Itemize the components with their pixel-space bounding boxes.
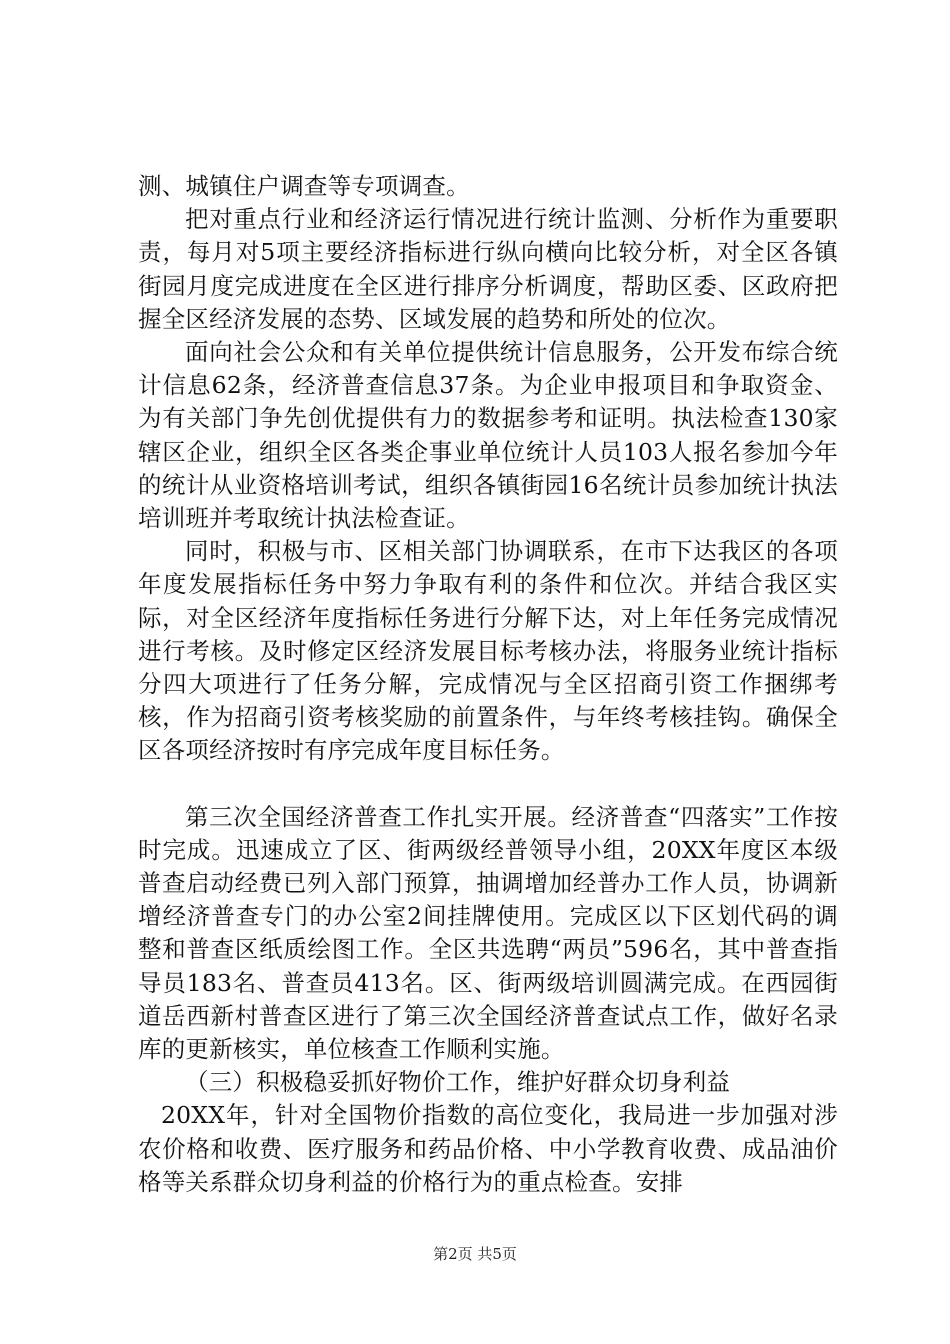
paragraph-price-inspection: 20XX年，针对全国物价指数的高位变化，我局进一步加强对涉农价格和收费、医疗服务和药品价格、中小学教育收费、成品油价格等关系群众切身利益的价格行为的重点检查。安排 [138, 1101, 838, 1196]
paragraph-continued: 测、城镇住户调查等专项调查。 [138, 172, 470, 200]
paragraph-coordination: 同时，积极与市、区相关部门协调联系，在市下达我区的各项年度发展指标任务中努力争取有利的条件和位次。并结合我区实际，对全区经济年度指标任务进行分解下达，对上年任务完成情况进行考核。及时修定区经济发展目标考核办法，将服务业统计指标分四大项进行了任务分解，完成情况与全区招商引资工作捆绑考核，作为招商引资考核奖励的前置条件，与年终考核挂钩。确保全区各项经济按时有序完成年度目标任务。 [138, 537, 838, 765]
paragraph-spacer [138, 768, 838, 801]
paragraph-info-service: 面向社会公众和有关单位提供统计信息服务，公开发布综合统计信息62条，经济普查信息37条。为企业申报项目和争取资金、为有关部门争先创优提供有力的数据参考和证明。执法检查130家辖区企业，组织全区各类企事业单位统计人员103人报名参加今年的统计从业资格培训考试，组织各镇街园16名统计员参加统计执法培训班并考取统计执法检查证。 [138, 338, 838, 533]
document-body [138, 170, 838, 1199]
page-footer: 第2页 共5页 [433, 1245, 517, 1263]
paragraph-monitoring: 把对重点行业和经济运行情况进行统计监测、分析作为重要职责，每月对5项主要经济指标进行纵向横向比较分析，对全区各镇街园月度完成进度在全区进行排序分析调度，帮助区委、区政府把握全区经济发展的态势、区域发展的趋势和所处的位次。 [138, 205, 838, 333]
paragraph-economic-census: 第三次全国经济普查工作扎实开展。经济普查“四落实”工作按时完成。迅速成立了区、街两级经普领导小组，20XX年度区本级普查启动经费已列入部门预算，抽调增加经普办工作人员，协调新增经济普查专门的办公室2间挂牌使用。完成区以下区划代码的调整和普查区纸质绘图工作。全区共选聘“两员”596名，其中普查指导员183名、普查员413名。区、街两级培训圆满完成。在西园街道岳西新村普查区进行了第三次全国经济普查试点工作，做好名录库的更新核实，单位核查工作顺利实施。 [138, 802, 838, 1064]
section-heading-price-work: （三）积极稳妥抓好物价工作，维护好群众切身利益 [185, 1068, 731, 1097]
